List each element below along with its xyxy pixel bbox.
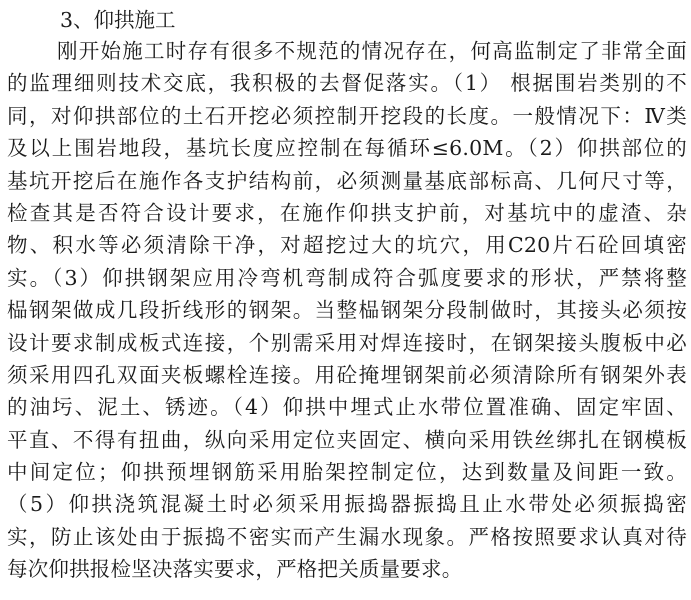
body-line: 刚开始施工时存有很多不规范的情况存在，何高监制定了非常全面 — [57, 39, 687, 63]
body-line: 实，防止该处由于振捣不密实而产生漏水现象。严格按照要求认真对待 — [7, 524, 687, 549]
body-line: 平直、不得有扭曲，纵向采用定位夹固定、横向采用铁丝绑扎在钢模板 — [7, 427, 687, 452]
body-line: 检查其是否符合设计要求，在施作仰拱支护前，对基坑中的虚渣、杂 — [7, 200, 687, 225]
body-line: 的油圬、泥土、锈迹。（4）仰拱中埋式止水带位置准确、固定牢固、 — [7, 395, 687, 420]
section-body — [7, 35, 687, 586]
body-line: 物、积水等必须清除干净，对超挖过大的坑穴，用C20片石砼回填密 — [7, 233, 687, 258]
body-line: 须采用四孔双面夹板螺栓连接。用砼掩埋钢架前必须清除所有钢架外表 — [7, 362, 687, 387]
body-line: 的监理细则技术交底，我积极的去督促落实。（1） 根据围岩类别的不 — [7, 71, 687, 96]
body-line: 实。（3）仰拱钢架应用冷弯机弯制成符合弧度要求的形状，严禁将整 — [7, 265, 687, 290]
body-line: 每次仰拱报检坚决落实要求，严格把关质量要求。 — [7, 557, 463, 582]
body-line: 基坑开挖后在施作各支护结构前，必须测量基底部标高、几何尺寸等， — [7, 168, 687, 193]
body-line: （5）仰拱浇筑混凝土时必须采用振捣器振捣且止水带处必须振捣密 — [7, 492, 687, 517]
body-line: 同，对仰拱部位的土石开挖必须控制开挖段的长度。一般情况下：Ⅳ类 — [7, 103, 687, 128]
body-line: 设计要求制成板式连接，个别需采用对焊连接时，在钢架接头腹板中必 — [7, 330, 687, 355]
body-line: 榀钢架做成几段折线形的钢架。当整榀钢架分段制做时，其接头必须按 — [7, 298, 687, 323]
body-line: 中间定位；仰拱预埋钢筋采用胎架控制定位，达到数量及间距一致。 — [7, 460, 687, 485]
body-line: 及以上围岩地段，基坑长度应控制在每循环≤6.0M。（2）仰拱部位的 — [7, 136, 687, 161]
section-heading: 3、仰拱施工 — [60, 8, 176, 32]
